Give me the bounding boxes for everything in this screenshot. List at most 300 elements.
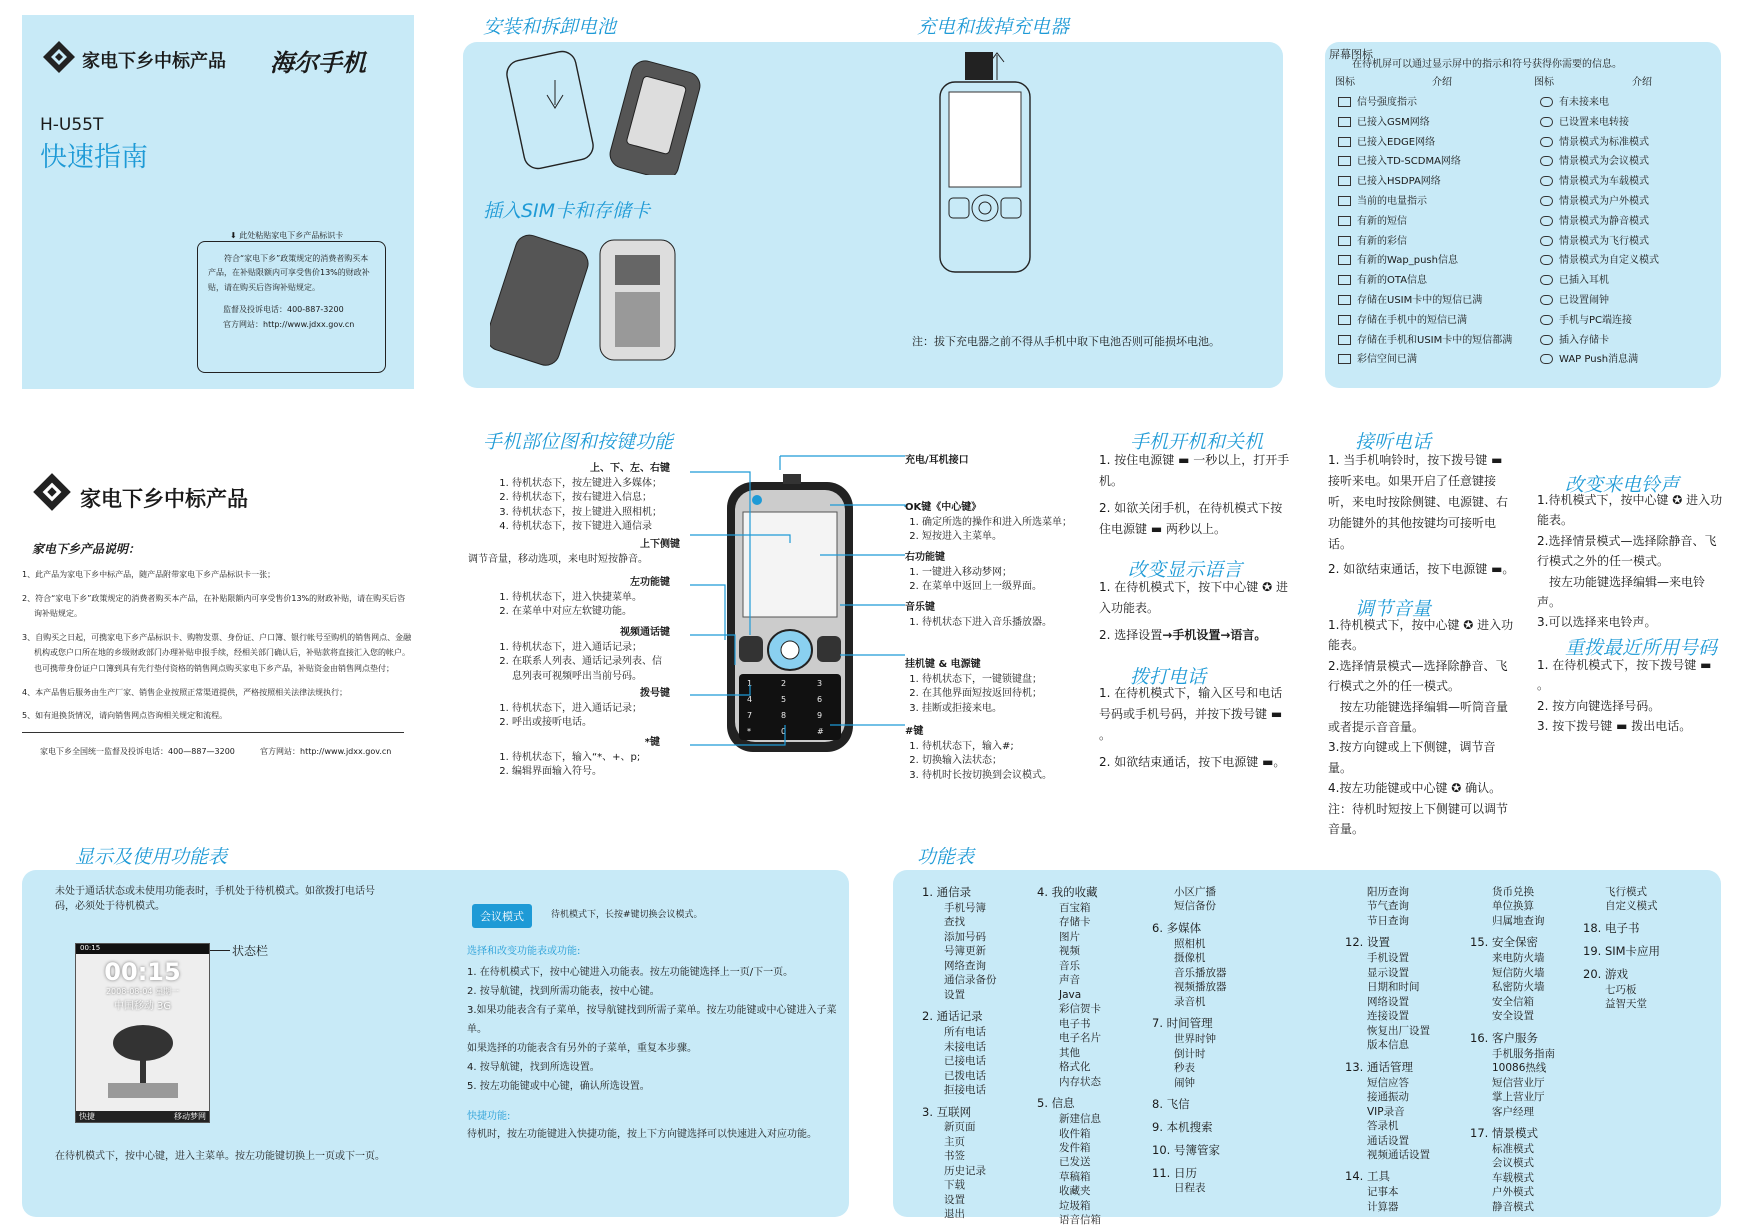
menu-spacer bbox=[1152, 1159, 1227, 1166]
menu-heading[interactable]: 10. 号簿管家 bbox=[1152, 1142, 1220, 1157]
menu-item[interactable]: 节气查询 bbox=[1367, 900, 1409, 913]
menu-heading[interactable]: 6. 多媒体 bbox=[1152, 920, 1202, 935]
tree-icon bbox=[76, 1018, 209, 1102]
menu-spacer bbox=[1152, 914, 1227, 921]
menu-heading[interactable]: 1. 通信录 bbox=[922, 885, 972, 899]
icons-left-list bbox=[1338, 93, 1512, 370]
menu-spacer bbox=[1345, 1162, 1430, 1169]
menu-item[interactable]: 益智天堂 bbox=[1605, 998, 1647, 1011]
svg-text:5: 5 bbox=[781, 695, 787, 704]
charger-illustration bbox=[935, 50, 1035, 284]
onoff-title: 手机开机和关机 bbox=[1130, 431, 1264, 453]
menu-item[interactable]: 垃圾箱 bbox=[1059, 1199, 1091, 1212]
answer-text: 1. 当手机响铃时，按下拨号键 ▬ 接听来电。如果开启了任意键接听，来电时按除侧键、电源键、右功能键外的其他按键均可接听电话。 2. 如欲结束通话，按下电源键 ▬。 bbox=[1328, 453, 1515, 576]
profile-silent-icon bbox=[1540, 216, 1553, 226]
menu-item[interactable]: 添加号码 bbox=[944, 930, 986, 943]
menu-item[interactable]: 阳历查询 bbox=[1367, 886, 1409, 898]
memory-card-icon bbox=[1540, 335, 1553, 345]
menu-item[interactable]: 单位换算 bbox=[1492, 900, 1534, 913]
menu-spacer bbox=[1470, 1119, 1555, 1126]
svg-text:3: 3 bbox=[817, 679, 823, 688]
battery-icon bbox=[1338, 196, 1351, 206]
menu-item[interactable]: 标准模式 bbox=[1492, 1142, 1534, 1155]
menu-heading[interactable]: 15. 安全保密 bbox=[1470, 935, 1538, 950]
menu-item[interactable]: 七巧板 bbox=[1605, 983, 1637, 996]
volume-title: 调节音量 bbox=[1355, 598, 1432, 620]
menu-item[interactable]: 百宝箱 bbox=[1059, 901, 1091, 914]
info-item: 5、如有退换货情况，请向销售网点咨询相关规定和流程。 bbox=[22, 711, 228, 721]
menu-spacer bbox=[1345, 928, 1430, 935]
svg-text:1: 1 bbox=[747, 679, 753, 688]
key-charge-port bbox=[905, 454, 969, 469]
menu-item[interactable]: 摄像机 bbox=[1174, 952, 1206, 965]
menu-item[interactable]: 书签 bbox=[944, 1150, 965, 1163]
icon-row: 已设置闹钟 bbox=[1540, 291, 1659, 311]
answer-title: 接听电话 bbox=[1355, 431, 1432, 453]
key-music: 音乐键 1. 待机状态下进入音乐播放器。 bbox=[905, 601, 1080, 630]
menu-item[interactable]: 音乐 bbox=[1059, 959, 1080, 972]
menu-item[interactable]: 下载 bbox=[944, 1179, 965, 1192]
key-end-power: 挂机键 & 电源键 1. 待机状态下，一键锁键盘； 2. 在其他界面短按返回待机； 3. 挂断或拒接来电。 bbox=[905, 658, 1080, 716]
icon-row: 有新的彩信 bbox=[1338, 232, 1512, 252]
menu-heading[interactable]: 2. 通话记录 bbox=[922, 1009, 983, 1024]
menu-item[interactable]: 手机设置 bbox=[1367, 952, 1409, 965]
icon-row: 当前的电量指示 bbox=[1338, 192, 1512, 212]
menu-heading[interactable]: 14. 工具 bbox=[1345, 1169, 1390, 1184]
menu-item[interactable]: 历史记录 bbox=[944, 1164, 986, 1177]
menu-heading[interactable]: 16. 客户服务 bbox=[1470, 1030, 1538, 1045]
menu-spacer bbox=[922, 1098, 997, 1105]
key-name: 充电/耳机接口 bbox=[905, 455, 969, 466]
menu-heading[interactable]: 11. 日历 bbox=[1152, 1165, 1197, 1180]
icons-col-icon-left: 图标 bbox=[1335, 77, 1355, 88]
key-right-soft: 右功能键 1. 一键进入移动梦网； 2. 在菜单中返回上一级界面。 bbox=[905, 551, 1080, 595]
menu-col-6 bbox=[1583, 885, 1660, 1012]
icon-row: 情景模式为静音模式 bbox=[1540, 212, 1659, 232]
hsdpa-icon bbox=[1338, 176, 1351, 186]
menu-item[interactable]: 视频 bbox=[1059, 945, 1080, 958]
menu-item[interactable]: 归属地查询 bbox=[1492, 914, 1545, 927]
menu-item[interactable]: 录音机 bbox=[1174, 995, 1206, 1008]
menu-item[interactable]: 语音信箱 bbox=[1059, 1214, 1101, 1227]
menu-item[interactable]: 视频播放器 bbox=[1174, 981, 1227, 994]
menu-col-2 bbox=[1037, 885, 1101, 1228]
missed-call-icon bbox=[1540, 97, 1553, 107]
edge-icon bbox=[1338, 137, 1351, 147]
svg-text:7: 7 bbox=[747, 711, 753, 720]
icon-row: 已接入GSM网络 bbox=[1338, 113, 1512, 133]
menu-spacer bbox=[1470, 1024, 1555, 1031]
quick-text: 待机时，按左功能键进入快捷功能，按上下方向键选择可以快速进入对应功能。 bbox=[467, 1129, 817, 1140]
menu-heading[interactable]: 7. 时间管理 bbox=[1152, 1016, 1213, 1031]
menu-item[interactable]: 户外模式 bbox=[1492, 1186, 1534, 1199]
menu-heading[interactable]: 3. 互联网 bbox=[922, 1104, 972, 1119]
info-item: 4、本产品售后服务由生产厂家、销售企业按照正常渠道提供，严格按照相关法律法规执行； bbox=[22, 687, 348, 697]
menu-item[interactable]: 音乐播放器 bbox=[1174, 966, 1227, 979]
select-lines: 1. 在待机模式下，按中心键进入功能表。按左功能键选择上一页/下一页。 2. 按导航键，找到所需功能表，按中心键。 3.如果功能表含有子菜单，按导航键找到所需子菜单。按左功能键或中心键进入子菜单。 如果选择的功能表含有另外的子菜单，重复本步骤。 4. 按导航键，找到所选设置。 5. 按左功能键或中心键，确认所选设置。 bbox=[467, 967, 837, 1092]
menu-spacer bbox=[1152, 1113, 1227, 1120]
menu-heading[interactable]: 4. 我的收藏 bbox=[1037, 885, 1098, 899]
profile-car-icon bbox=[1540, 176, 1553, 186]
key-name: 上下侧键 bbox=[640, 539, 680, 550]
gsm-icon bbox=[1338, 117, 1351, 127]
leader-lines bbox=[690, 455, 910, 759]
key-name: 音乐键 bbox=[905, 602, 935, 613]
key-ok: OK键《中心键》 1. 确定所选的操作和进入所选菜单； 2. 短按进入主菜单。 bbox=[905, 501, 1080, 545]
display-title: 显示及使用功能表 bbox=[75, 846, 228, 868]
menu-item[interactable]: 静音模式 bbox=[1492, 1200, 1534, 1213]
tdscdma-icon bbox=[1338, 156, 1351, 166]
menu-item[interactable]: 未接电话 bbox=[944, 1040, 986, 1053]
menu-item[interactable]: 草稿箱 bbox=[1059, 1170, 1091, 1183]
icon-row: 情景模式为自定义模式 bbox=[1540, 251, 1659, 271]
icon-row: 情景模式为会议模式 bbox=[1540, 152, 1659, 172]
menu-item[interactable]: VIP录音 bbox=[1367, 1105, 1405, 1118]
key-desc: 调节音量，移动选项，来电时短按静音。 bbox=[468, 553, 648, 565]
svg-text:2: 2 bbox=[781, 679, 787, 688]
sticker-label bbox=[230, 230, 343, 241]
arrow-down-icon: ⬇ bbox=[230, 231, 237, 240]
signal-icon bbox=[1338, 97, 1351, 107]
menu-title: 功能表 bbox=[917, 846, 975, 868]
profile-flight-icon bbox=[1540, 236, 1553, 246]
icon-row: 存储在USIM卡中的短信已满 bbox=[1338, 291, 1512, 311]
statusbar-label: 状态栏 bbox=[232, 944, 269, 958]
key-hash: #键 1. 待机状态下，输入#; 2. 切换输入法状态； 3. 待机时长按切换到会议模式。 bbox=[905, 725, 1080, 783]
icon-row: 已插入耳机 bbox=[1540, 271, 1659, 291]
model-number: H-U55T bbox=[40, 115, 104, 135]
icon-row: 情景模式为户外模式 bbox=[1540, 192, 1659, 212]
charge-title: 充电和拔掉充电器 bbox=[917, 16, 1070, 38]
meeting-note: 待机模式下，长按#键切换会议模式。 bbox=[551, 910, 703, 920]
menu-item[interactable]: 退出 bbox=[944, 1208, 965, 1221]
svg-text:0: 0 bbox=[781, 727, 787, 736]
menu-item[interactable]: 掌上营业厅 bbox=[1492, 1091, 1545, 1104]
guide-title: 快速指南 bbox=[40, 142, 148, 173]
menu-item[interactable]: 恢复出厂设置 bbox=[1367, 1024, 1430, 1037]
menu-item[interactable]: 车载模式 bbox=[1492, 1171, 1534, 1184]
icon-row: 已接入HSDPA网络 bbox=[1338, 172, 1512, 192]
menu-item[interactable]: 节日查询 bbox=[1367, 914, 1409, 927]
menu-item[interactable]: 日期和时间 bbox=[1367, 981, 1420, 994]
svg-text:8: 8 bbox=[781, 711, 787, 720]
menu-item[interactable]: 记事本 bbox=[1367, 1186, 1399, 1199]
menu-item[interactable]: 版本信息 bbox=[1367, 1039, 1409, 1052]
menu-item[interactable]: 接通振动 bbox=[1367, 1091, 1409, 1104]
key-name: OK键《中心键》 bbox=[905, 502, 982, 513]
icons-col-desc-right: 介绍 bbox=[1632, 77, 1652, 88]
lang-text: 1. 在待机模式下，按下中心键 ✪ 进入功能表。 2. 选择设置→手机设置→语言。 bbox=[1099, 580, 1288, 642]
menu-item[interactable]: 所有电话 bbox=[944, 1026, 986, 1039]
icon-row: 已接入TD-SCDMA网络 bbox=[1338, 152, 1512, 172]
menu-item[interactable]: 发件箱 bbox=[1059, 1141, 1091, 1154]
key-side bbox=[468, 538, 680, 567]
redial-title: 重拨最近所用号码 bbox=[1565, 637, 1718, 659]
display-intro: 未处于通话状态或未使用功能表时，手机处于待机模式。如欲拨打电话号码，必须处于待机模式。 bbox=[55, 886, 375, 912]
menu-item[interactable]: 电子书 bbox=[1059, 1017, 1091, 1030]
cover-panel bbox=[22, 15, 414, 389]
icon-row: 已设置来电转接 bbox=[1540, 113, 1659, 133]
menu-heading[interactable]: 8. 飞信 bbox=[1152, 1097, 1190, 1112]
menu-heading[interactable]: 5. 信息 bbox=[1037, 1096, 1075, 1111]
icons-col-icon-right: 图标 bbox=[1534, 77, 1554, 88]
phone-full-icon bbox=[1338, 315, 1351, 325]
profile-custom-icon bbox=[1540, 255, 1553, 265]
icon-row: 有新的短信 bbox=[1338, 212, 1512, 232]
sticker-website: 官方网站：http://www.jdxx.gov.cn bbox=[223, 319, 355, 329]
menu-item[interactable]: 照相机 bbox=[1174, 937, 1206, 950]
svg-text:4: 4 bbox=[747, 695, 753, 704]
key-name: 上、下、左、右键 bbox=[590, 463, 670, 474]
icon-row: 彩信空间已满 bbox=[1338, 350, 1512, 370]
icon-row: 存储在手机中的短信已满 bbox=[1338, 311, 1512, 331]
menu-heading[interactable]: 9. 本机搜索 bbox=[1152, 1119, 1213, 1134]
menu-col-3 bbox=[1152, 885, 1227, 1196]
lang-title: 改变显示语言 bbox=[1128, 559, 1243, 581]
menu-item[interactable]: 世界时钟 bbox=[1174, 1033, 1216, 1046]
menu-item[interactable]: 会议模式 bbox=[1492, 1157, 1534, 1170]
display-bottom: 在待机模式下，按中心键，进入主菜单。按左功能键切换上一页或下一页。 bbox=[55, 1151, 385, 1162]
jdxx-logo-icon bbox=[42, 40, 76, 78]
forward-icon bbox=[1540, 117, 1553, 127]
menu-item[interactable]: 图片 bbox=[1059, 930, 1080, 943]
key-name: 右功能键 bbox=[905, 552, 945, 563]
svg-text:9: 9 bbox=[817, 711, 823, 720]
screen-right-soft: 移动梦网 bbox=[174, 1112, 206, 1121]
icon-row: 情景模式为车载模式 bbox=[1540, 172, 1659, 192]
sim-title: 插入SIM卡和存储卡 bbox=[483, 200, 651, 222]
info-footer-phone: 家电下乡全国统一监督及投诉电话：400—887—3200 bbox=[40, 747, 235, 756]
info-logo-text: 家电下乡中标产品 bbox=[80, 487, 248, 511]
icon-row: 有未接来电 bbox=[1540, 93, 1659, 113]
icon-row: 已接入EDGE网络 bbox=[1338, 133, 1512, 153]
menu-item[interactable]: 其他 bbox=[1059, 1046, 1080, 1059]
mms-full-icon bbox=[1338, 354, 1351, 364]
key-star: *键 1. 待机状态下，输入“*、+、p; 2. 编辑界面输入符号。 bbox=[495, 736, 660, 780]
menu-item[interactable]: 短信营业厅 bbox=[1492, 1076, 1545, 1089]
menu-item[interactable]: 已拨电话 bbox=[944, 1069, 986, 1082]
key-dial: 拨号键 1. 待机状态下，进入通话记录； 2. 呼出或接听电话。 bbox=[495, 687, 670, 731]
sticker-hotline: 监督及投诉电话：400-887-3200 bbox=[223, 305, 344, 315]
redial-text: 1. 在待机模式下，按下拨号键 ▬ 。 2. 按方向键选择号码。 3. 按下拨号键 ▬ 拨出电话。 bbox=[1537, 658, 1712, 734]
screen-status-bar: 00:15 bbox=[76, 944, 209, 954]
menu-heading[interactable]: 12. 设置 bbox=[1345, 935, 1390, 950]
alarm-icon bbox=[1540, 295, 1553, 305]
info-logo-icon bbox=[32, 472, 72, 516]
phone-screen bbox=[75, 943, 210, 1123]
menu-spacer bbox=[1583, 937, 1660, 944]
sticker-title: 此处粘贴家电下乡产品标识卡 bbox=[239, 231, 344, 240]
onoff-text: 1. 按住电源键 ▬ 一秒以上，打开手机。 2. 如欲关闭手机，在待机模式下按住电源键 ▬ 两秒以上。 bbox=[1099, 453, 1290, 536]
menu-item[interactable]: 来电防火墙 bbox=[1492, 952, 1545, 965]
menu-item[interactable]: 彩信贺卡 bbox=[1059, 1003, 1101, 1016]
menu-item[interactable]: 通话设置 bbox=[1367, 1134, 1409, 1147]
menu-item[interactable]: 查找 bbox=[944, 916, 965, 929]
icon-row: 有新的Wap_push信息 bbox=[1338, 251, 1512, 271]
brand-logo: 海尔手机 bbox=[270, 48, 366, 77]
menu-item[interactable]: 安全设置 bbox=[1492, 1010, 1534, 1023]
menu-spacer bbox=[1583, 914, 1660, 921]
info-title: 家电下乡产品说明： bbox=[32, 542, 141, 556]
statusbar-leader bbox=[210, 950, 230, 951]
ota-icon bbox=[1338, 275, 1351, 285]
menu-item[interactable]: 设置 bbox=[944, 1193, 965, 1206]
info-divider bbox=[22, 732, 404, 733]
menu-item[interactable]: 内存状态 bbox=[1059, 1075, 1101, 1088]
menu-item[interactable]: 私密防火墙 bbox=[1492, 981, 1545, 994]
menu-item[interactable]: 短信应答 bbox=[1367, 1076, 1409, 1089]
call-text: 1. 在待机模式下，输入区号和电话号码或手机号码，并按下拨号键 ▬ 。 2. 如欲结束通话，按下电源键 ▬。 bbox=[1099, 686, 1286, 769]
menu-item[interactable]: 收件箱 bbox=[1059, 1127, 1091, 1140]
menu-item[interactable]: 网络设置 bbox=[1367, 995, 1409, 1008]
info-item: 2、符合“家电下乡”政策规定的消费者购买本产品，在补贴限额内可享受售价13%的财政补贴，请在购买后咨询补贴规定。 bbox=[22, 593, 406, 619]
profile-standard-icon bbox=[1540, 137, 1553, 147]
menu-heading[interactable]: 20. 游戏 bbox=[1583, 966, 1628, 981]
menu-spacer bbox=[1152, 1136, 1227, 1143]
screen-carrier: 中国移动 3G bbox=[113, 1001, 172, 1012]
call-title: 拨打电话 bbox=[1130, 666, 1207, 688]
menu-item[interactable]: 收藏夹 bbox=[1059, 1185, 1091, 1198]
headset-icon bbox=[1540, 275, 1553, 285]
menu-item[interactable]: 存储卡 bbox=[1059, 916, 1091, 929]
menu-item[interactable]: 已发送 bbox=[1059, 1156, 1091, 1169]
menu-item[interactable]: 计算器 bbox=[1367, 1200, 1399, 1213]
screen-date: 2008-08-04 星期一 bbox=[105, 987, 180, 996]
menu-spacer bbox=[1152, 1090, 1227, 1097]
icon-row: 情景模式为飞行模式 bbox=[1540, 232, 1659, 252]
menu-item[interactable]: 显示设置 bbox=[1367, 966, 1409, 979]
key-name: 挂机键 & 电源键 bbox=[905, 659, 981, 670]
key-arrows: 上、下、左、右键 1. 待机状态下，按左键进入多媒体； 2. 待机状态下，按右键进入信息； 3. 待机状态下，按上键进入照相机； 4. 待机状态下，按下键进入通信录 bbox=[495, 462, 670, 535]
menu-item[interactable]: 货币兑换 bbox=[1492, 886, 1534, 898]
info-item: 1、此产品为家电下乡中标产品，随产品附带家电下乡产品标识卡一张； bbox=[22, 570, 276, 579]
menu-item[interactable]: 已接电话 bbox=[944, 1055, 986, 1068]
usim-full-icon bbox=[1338, 295, 1351, 305]
mms-icon bbox=[1338, 236, 1351, 246]
menu-item[interactable]: 主页 bbox=[944, 1135, 965, 1148]
menu-item[interactable]: 飞行模式 bbox=[1605, 886, 1647, 898]
key-video: 视频通话键 1. 待机状态下，进入通话记录； 2. 在联系人列表、通话记录列表、信息列表可视频呼出当前号码。 bbox=[495, 626, 670, 684]
keys-title: 手机部位图和按键功能 bbox=[483, 431, 674, 453]
charge-note: 注：拔下充电器之前不得从手机中取下电池否则可能损坏电池。 bbox=[912, 335, 1220, 348]
key-name: 左功能键 bbox=[630, 577, 670, 588]
menu-item[interactable]: 手机号簿 bbox=[944, 901, 986, 914]
sticker-text: 符合“家电下乡”政策规定的消费者购买本产品，在补贴限额内可享受售价13%的财政补贴，请在购买后咨询补贴规定。 bbox=[208, 254, 370, 292]
screen-softkeys bbox=[76, 1111, 209, 1122]
menu-item[interactable]: Java bbox=[1059, 988, 1082, 1001]
icon-row: 存储在手机和USIM卡中的短信都满 bbox=[1338, 331, 1512, 351]
ringtone-text: 1.待机模式下，按中心键 ✪ 进入功能表。 2.选择情景模式—选择除静音、飞行模式之外的任一模式。 按左功能键选择编辑—来电铃声。 3.可以选择来电铃声。 bbox=[1537, 493, 1723, 630]
menu-col-5 bbox=[1470, 885, 1555, 1214]
info-footer-web: 官方网站：http://www.jdxx.gov.cn bbox=[260, 747, 392, 756]
key-name: 拨号键 bbox=[640, 688, 670, 699]
menu-col-4 bbox=[1345, 885, 1430, 1214]
menu-heading[interactable]: 19. SIM卡应用 bbox=[1583, 943, 1661, 958]
sticker-box bbox=[197, 241, 386, 373]
menu-item[interactable]: 设置 bbox=[944, 988, 965, 1001]
icon-row: 情景模式为标准模式 bbox=[1540, 133, 1659, 153]
key-name: 视频通话键 bbox=[620, 627, 670, 638]
menu-spacer bbox=[1470, 928, 1555, 935]
cover-logo-text: 家电下乡中标产品 bbox=[82, 51, 226, 72]
both-full-icon bbox=[1338, 335, 1351, 345]
menu-item[interactable]: 短信备份 bbox=[1174, 900, 1216, 913]
icon-row: 有新的OTA信息 bbox=[1338, 271, 1512, 291]
menu-item[interactable]: 声音 bbox=[1059, 974, 1080, 987]
menu-item[interactable]: 通信录备份 bbox=[944, 974, 997, 987]
key-name: *键 bbox=[644, 737, 660, 748]
menu-item[interactable]: 手机服务指南 bbox=[1492, 1047, 1555, 1060]
menu-item[interactable]: 秒表 bbox=[1174, 1062, 1195, 1075]
pc-link-icon bbox=[1540, 315, 1553, 325]
info-items bbox=[22, 567, 412, 724]
menu-item[interactable]: 客户经理 bbox=[1492, 1105, 1534, 1118]
key-name: #键 bbox=[905, 726, 924, 737]
icon-row: 手机与PC端连接 bbox=[1540, 311, 1659, 331]
menu-item[interactable]: 倒计时 bbox=[1174, 1047, 1206, 1060]
menu-spacer bbox=[1152, 1009, 1227, 1016]
menu-item[interactable]: 自定义模式 bbox=[1605, 900, 1658, 913]
volume-text: 1.待机模式下，按中心键 ✪ 进入功能表。 2.选择情景模式—选择除静音、飞行模式之外的任一模式。 按左功能键选择编辑—听筒音量或者提示音音量。 3.按方向键或上下侧键，调节音量。 4.按左功能键或中心键 ✪ 确认。 注：待机时短按上下侧键可以调节音量。 bbox=[1328, 618, 1514, 836]
menu-item[interactable]: 电子名片 bbox=[1059, 1032, 1101, 1045]
menu-item[interactable]: 新页面 bbox=[944, 1121, 976, 1134]
svg-text:6: 6 bbox=[817, 695, 823, 704]
menu-item[interactable]: 连接设置 bbox=[1367, 1010, 1409, 1023]
menu-item[interactable]: 短信防火墙 bbox=[1492, 966, 1545, 979]
menu-heading[interactable]: 18. 电子书 bbox=[1583, 920, 1640, 935]
menu-spacer bbox=[1583, 960, 1660, 967]
screen-left-soft: 快捷 bbox=[79, 1112, 95, 1121]
menu-heading[interactable]: 13. 通话管理 bbox=[1345, 1059, 1413, 1074]
profile-meeting-icon bbox=[1540, 156, 1553, 166]
menu-col-1 bbox=[922, 885, 997, 1222]
info-item: 3、自购买之日起，可携家电下乡产品标识卡、购物发票、身份证、户口簿、银行帐号至购机的销售网点、金融机构或您户口所在地的乡级财政部门办理补贴申报手续，经相关部门确认后，补贴款将直接汇入您的帐户。也可携带身份证户口簿到具有先行垫付资格的销售网点购买家电下乡产品，补贴资金由销售网点垫付； bbox=[22, 632, 412, 673]
menu-item[interactable]: 新建信息 bbox=[1059, 1113, 1101, 1126]
menu-item[interactable]: 号簿更新 bbox=[944, 945, 986, 958]
menu-item[interactable]: 视频通话设置 bbox=[1367, 1148, 1430, 1161]
menu-spacer bbox=[922, 1002, 997, 1009]
menu-item[interactable]: 网络查询 bbox=[944, 959, 986, 972]
battery-title: 安装和拆卸电池 bbox=[483, 16, 617, 38]
icons-title: 屏幕图标 bbox=[1329, 48, 1373, 61]
icon-row: 插入存储卡 bbox=[1540, 331, 1659, 351]
sms-icon bbox=[1338, 216, 1351, 226]
ringtone-title: 改变来电铃声 bbox=[1565, 474, 1680, 496]
menu-item[interactable]: 日程表 bbox=[1174, 1182, 1206, 1195]
menu-item[interactable]: 安全信箱 bbox=[1492, 995, 1534, 1008]
menu-spacer bbox=[1345, 1053, 1430, 1060]
sim-illustration bbox=[490, 230, 690, 374]
quick-title: 快捷功能: bbox=[467, 1111, 511, 1122]
icons-subtitle: 在待机屏可以通过显示屏中的指示和符号获得你需要的信息。 bbox=[1352, 59, 1622, 70]
icon-row: WAP Push消息满 bbox=[1540, 350, 1659, 370]
menu-item[interactable]: 格式化 bbox=[1059, 1061, 1091, 1074]
icons-col-desc-left: 介绍 bbox=[1432, 77, 1452, 88]
svg-text:#: # bbox=[817, 727, 824, 736]
menu-item[interactable]: 10086热线 bbox=[1492, 1062, 1547, 1075]
menu-item[interactable]: 答录机 bbox=[1367, 1120, 1399, 1133]
menu-spacer bbox=[1037, 1089, 1101, 1096]
menu-item[interactable]: 小区广播 bbox=[1174, 886, 1216, 898]
wap-push-full-icon bbox=[1540, 354, 1553, 364]
select-title: 选择和改变功能表或功能: bbox=[467, 946, 581, 957]
menu-item[interactable]: 拒接电话 bbox=[944, 1084, 986, 1097]
wap-push-icon bbox=[1338, 255, 1351, 265]
profile-outdoor-icon bbox=[1540, 196, 1553, 206]
menu-item[interactable]: 闹钟 bbox=[1174, 1076, 1195, 1089]
icon-row: 信号强度指示 bbox=[1338, 93, 1512, 113]
menu-heading[interactable]: 17. 情景模式 bbox=[1470, 1126, 1538, 1141]
